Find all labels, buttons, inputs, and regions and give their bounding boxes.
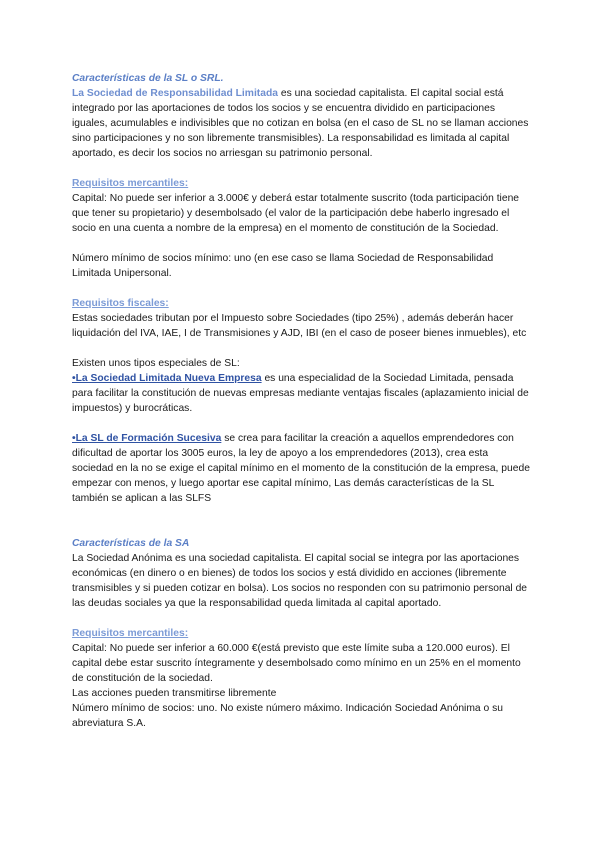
sl-req-mercantiles-title: Requisitos mercantiles: — [72, 178, 189, 189]
sl-intro-strong: La Sociedad de Responsabilidad Limitada — [72, 88, 278, 99]
sl-tipos-intro: Existen unos tipos especiales de SL: — [72, 358, 240, 369]
document-body — [72, 71, 532, 731]
sl-formacion-sucesiva-link[interactable]: •La SL de Formación Sucesiva — [72, 433, 222, 444]
sl-nueva-empresa-link[interactable]: •La Sociedad Limitada Nueva Empresa — [72, 373, 262, 384]
sa-capital: Capital: No puede ser inferior a 60.000 €(está previsto que este límite suba a 120.000 euros). El capital debe estar suscrito íntegramente y desembolsado como mínimo en un 25% en el momento de constitución de la sociedad. — [72, 643, 521, 684]
sl-intro-paragraph — [72, 86, 532, 161]
sl-nueva-empresa-text: es una especialidad de la Sociedad Limitada, pensada para facilitar la constitución de nuevas empresas mediante ventajas fiscales (aplazamiento inicial de impuestos) y burocráticas. — [72, 373, 529, 414]
sl-req-mercantiles-socios: Número mínimo de socios mínimo: uno (en ese caso se llama Sociedad de Responsabilidad Limitada Unipersonal. — [72, 253, 494, 279]
sa-intro-paragraph: La Sociedad Anónima es una sociedad capitalista. El capital social se integra por las aportaciones económicas (en dinero o en bienes) de todos los socios y está dividido en acciones (libremente transmisibles y si pueden cotizar en bolsa). Los socios no responden con su patrimonio personal de las deudas sociales ya que la responsabilidad queda limitada al capital aportado. — [72, 553, 528, 609]
sl-heading: Características de la SL o SRL. — [72, 73, 224, 84]
sl-req-fiscales-title: Requisitos fiscales: — [72, 298, 169, 309]
sl-intro-text: es una sociedad capitalista. El capital social está integrado por las aportaciones de todos los socios y se encuentra dividido en participaciones iguales, acumulables e indivisibles que no cotizan en bolsa (en el caso de SL no se llaman acciones sino participaciones y no son libremente transmisibles). La responsabilidad es limitada al capital aportado, es decir los socios no arriesgan su patrimonio personal. — [72, 88, 529, 159]
sa-acciones: Las acciones pueden transmitirse libremente — [72, 688, 277, 699]
sl-formacion-sucesiva-text: se crea para facilitar la creación a aquellos emprendedores con dificultad de aportar los 3005 euros, la ley de apoyo a los emprendedores (2013), crea esta sociedad en la no se exige el capital mínimo en el momento de la constitución de la empresa, puede empezar con menos, y luego aportar ese capital mínimo, Las demás características de la SL también se aplican a las SLFS — [72, 433, 530, 504]
sl-tipo-formacion-sucesiva — [72, 431, 532, 506]
sa-heading: Características de la SA — [72, 538, 190, 549]
sl-req-mercantiles-capital: Capital: No puede ser inferior a 3.000€ y deberá estar totalmente suscrito (toda participación tiene que tener su propietario) y desembolsado (el valor de la participación debe haberlo ingresado el socio en una cuenta a nombre de la empresa) en el momento de constitución de la Sociedad. — [72, 193, 520, 234]
sl-tipo-nueva-empresa — [72, 371, 532, 416]
sa-socios: Número mínimo de socios: uno. No existe número máximo. Indicación Sociedad Anónima o su abreviatura S.A. — [72, 703, 503, 729]
sa-req-mercantiles-title: Requisitos mercantiles: — [72, 628, 189, 639]
sl-req-fiscales-text: Estas sociedades tributan por el Impuesto sobre Sociedades (tipo 25%) , además deberán hacer liquidación del IVA, IAE, I de Transmisiones y AJD, IBI (en el caso de poseer bienes inmuebles), etc — [72, 313, 527, 339]
